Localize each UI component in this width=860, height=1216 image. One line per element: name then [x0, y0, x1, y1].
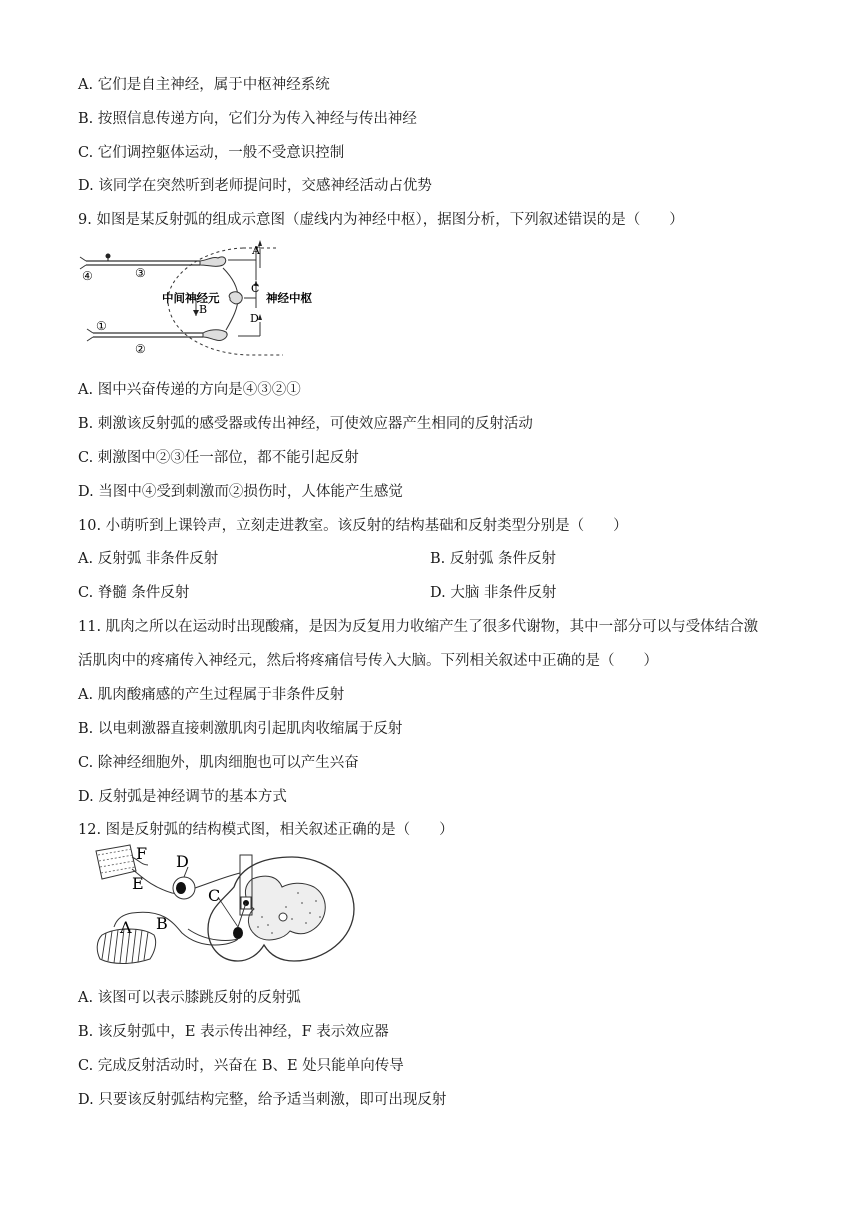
q12-option-d: D. 只要该反射弧结构完整，给予适当刺激，即可出现反射	[78, 1092, 447, 1108]
q8-option-c: C. 它们调控躯体运动，一般不受意识控制	[78, 145, 345, 161]
q9-option-c: C. 刺激图中②③任一部位，都不能引起反射	[78, 450, 359, 466]
q8-option-a: A. 它们是自主神经，属于中枢神经系统	[78, 77, 330, 93]
q12-stem: 12. 图是反射弧的结构模式图，相关叙述正确的是（ ）	[78, 822, 454, 838]
q9-option-a: A. 图中兴奋传递的方向是④③②①	[78, 382, 301, 398]
q11-stem-line2: 活肌肉中的疼痛传入神经元，然后将疼痛信号传入大脑。下列相关叙述中正确的是（ ）	[78, 653, 658, 669]
q10-option-b: B. 反射弧 条件反射	[430, 551, 556, 567]
q12-label-A: A	[120, 918, 132, 937]
q9-label-3: ③	[135, 266, 146, 280]
q9-label-B: B	[199, 303, 208, 316]
q12-label-E: E	[132, 874, 144, 893]
q12-label-C: C	[208, 886, 221, 905]
q10-option-a: A. 反射弧 非条件反射	[78, 551, 219, 567]
q12-option-a: A. 该图可以表示膝跳反射的反射弧	[78, 990, 301, 1006]
q9-label-2: ②	[135, 342, 146, 356]
q11-stem-line1: 11. 肌肉之所以在运动时出现酸痛，是因为反复用力收缩产生了很多代谢物，其中一部分可以与受体结合激	[78, 619, 759, 635]
q9-label-interneuron: 中间神经元	[162, 291, 220, 305]
q8-option-d: D. 该同学在突然听到老师提问时，交感神经活动占优势	[78, 178, 432, 194]
q10-option-c: C. 脊髓 条件反射	[78, 585, 190, 601]
q9-stem: 9. 如图是某反射弧的组成示意图（虚线内为神经中枢），据图分析，下列叙述错误的是（ ）	[78, 212, 684, 228]
q12-label-D: D	[176, 852, 189, 871]
q11-option-c: C. 除神经细胞外，肌肉细胞也可以产生兴奋	[78, 755, 359, 771]
q9-option-b: B. 刺激该反射弧的感受器或传出神经，可使效应器产生相同的反射活动	[78, 416, 533, 432]
q12-option-b: B. 该反射弧中，E 表示传出神经，F 表示效应器	[78, 1024, 389, 1040]
q12-label-B: B	[156, 914, 168, 933]
q9-label-D: D	[250, 312, 259, 325]
q8-option-b: B. 按照信息传递方向，它们分为传入神经与传出神经	[78, 111, 417, 127]
q9-label-A: A	[252, 244, 260, 257]
q12-option-c: C. 完成反射活动时，兴奋在 B、E 处只能单向传导	[78, 1058, 404, 1074]
q9-label-C: C	[251, 282, 260, 295]
q11-option-a: A. 肌肉酸痛感的产生过程属于非条件反射	[78, 687, 345, 703]
q9-reflex-arc-figure	[78, 238, 338, 360]
q9-label-4: ④	[82, 269, 93, 283]
q11-option-b: B. 以电刺激器直接刺激肌肉引起肌肉收缩属于反射	[78, 721, 403, 737]
q10-stem: 10. 小萌听到上课铃声，立刻走进教室。该反射的结构基础和反射类型分别是（ ）	[78, 518, 628, 534]
q11-option-d: D. 反射弧是神经调节的基本方式	[78, 789, 287, 805]
q9-option-d: D. 当图中④受到刺激而②损伤时，人体能产生感觉	[78, 484, 403, 500]
q12-reflex-arc-figure	[92, 843, 360, 973]
q9-label-center: 神经中枢	[266, 291, 312, 305]
q9-label-1: ①	[96, 319, 107, 333]
q10-option-d: D. 大脑 非条件反射	[430, 585, 557, 601]
q12-label-F: F	[136, 844, 148, 863]
